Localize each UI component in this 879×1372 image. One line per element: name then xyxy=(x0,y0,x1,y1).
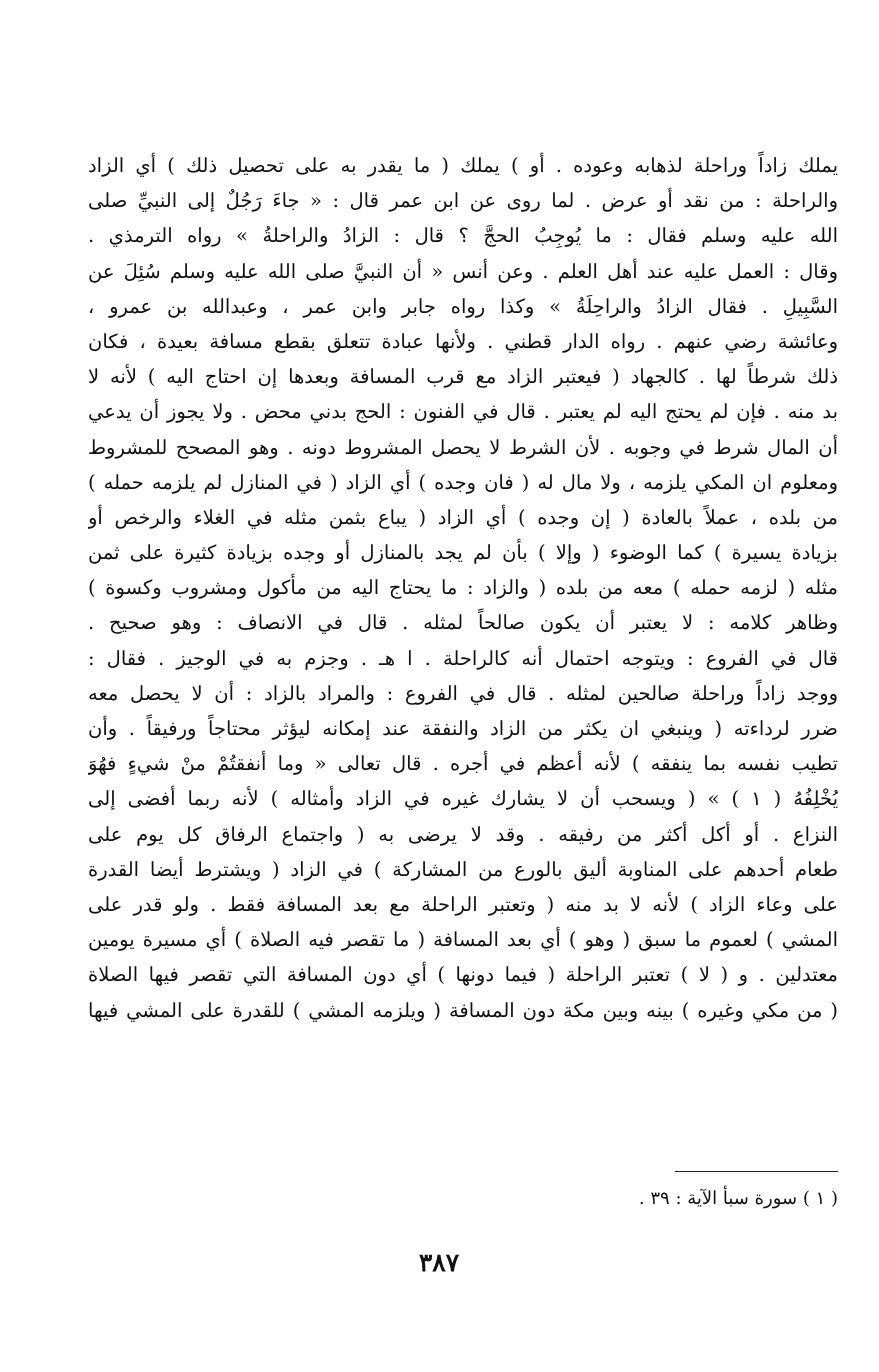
text-line: يُخْلِفُهُ ( ١ ) » ( ويسحب أن لا يشارك غيره في الزاد وأمثاله ) لأنه ربما أفضى إلى xyxy=(88,787,838,811)
text-line: والراحلة : من نقد أو عرض . لما روى عن ابن عمر قال : « جاءَ رَجُلٌ إلى النبيِّ صلى xyxy=(88,189,838,213)
text-line: يملك زاداً وراحلة لذهابه وعوده . أو ) يملك ( ما يقدر به على تحصيل ذلك ) أي الزاد xyxy=(88,154,838,177)
text-line: أن المال شرط في وجوبه . لأن الشرط لا يحصل المشروط دونه . وهو المصحح للمشروط xyxy=(88,435,838,459)
text-line: طعام أحدهم على المناوبة أليق بالورع من المشاركة ) في الزاد ( ويشترط أيضا القدرة xyxy=(88,857,838,881)
text-line: على وعاء الزاد ) لأنه لا بد منه ( وتعتبر الراحلة مع بعد المسافة فقط . ولو قدر على xyxy=(88,892,838,916)
footnote-separator xyxy=(675,1171,838,1172)
text-line: ذلك شرطاً لها . كالجهاد ( فيعتبر الزاد مع قرب المسافة وبعدها إن احتاج اليه ) لأنه لا xyxy=(88,365,838,389)
text-line: بزيادة يسيرة ) كما الوضوء ( وإلا ) بأن لم يجد بالمنازل أو وجده بزيادة كثيرة على ثمن xyxy=(88,541,838,565)
text-line: ضرر لرداءته ( وينبغي ان يكثر من الزاد والنفقة عند إمكانه ليؤثر محتاجاً ورفيقاً . وأن xyxy=(88,717,838,740)
text-line: المشي ) لعموم ما سبق ( وهو ) أي بعد المسافة ( ما تقصر فيه الصلاة ) أي مسيرة يومين xyxy=(88,928,838,952)
text-line: ووجد زاداً وراحلة صالحين لمثله . قال في الفروع : والمراد بالزاد : أن لا يحصل معه xyxy=(88,681,838,705)
text-line: الله عليه وسلم فقال : ما يُوجِبُ الحجَّ ؟ قال : الزادُ والراحلةُ » رواه الترمذي . xyxy=(88,224,838,248)
text-line: من بلده ، عملاً بالعادة ( إن وجده ) أي الزاد ( يباع بثمن مثله في الغلاء والرخص أو xyxy=(88,505,838,529)
text-line: ( من مكي وغيره ) بينه وبين مكة دون المسافة ( ويلزمه المشي ) للقدرة على المشي فيها xyxy=(88,998,838,1022)
text-line: السَّبِيلِ . فقال الزادُ والراحِلَةُ » وكذا رواه جابر وابن عمر ، وعبدالله بن عمرو ، xyxy=(88,294,838,318)
text-line: وقال : العمل عليه عند أهل العلم . وعن أنس « أن النبيَّ صلى الله عليه وسلم سُئِلَ عن xyxy=(88,259,838,283)
main-text-block xyxy=(88,148,838,1028)
text-line: وعائشة رضي عنهم . رواه الدار قطني . ولأنها عبادة تتعلق بقطع مسافة بعيدة ، فكان xyxy=(88,329,838,353)
text-line: قال في الفروع : ويتوجه احتمال أنه كالراحلة . ا هـ . وجزم به في الوجيز . فقال : xyxy=(88,646,838,670)
text-line: تطيب نفسه بما ينفقه ) لأنه أعظم في أجره . قال تعالى « وما أنفقتُمْ منْ شيءٍ فهُوَ xyxy=(88,752,838,776)
text-line: ومعلوم ان المكي يلزمه ، ولا مال له ( فان وجده ) أي الزاد ( في المنازل لم يلزمه حمله ) xyxy=(88,470,838,494)
page-number: ٣٨٧ xyxy=(418,1248,460,1277)
text-line: مثله ( لزمه حمله ) معه من بلده ( والزاد : ما يحتاج اليه من مأكول ومشروب وكسوة ) xyxy=(88,576,838,600)
text-line: النزاع . أو أكل أكثر من رفيقه . وقد لا يرضى به ( واجتماع الرفاق كل يوم على xyxy=(88,822,838,846)
text-line: معتدلين . و ( لا ) تعتبر الراحلة ( فيما دونها ) أي دون المسافة التي تقصر فيها الصلاة xyxy=(88,963,838,987)
text-line: بد منه . فإن لم يحتج اليه لم يعتبر . قال في الفنون : الحج بدني محض . ولا يجوز أن يدعي xyxy=(88,400,838,424)
footnote: ( ١ ) سورة سبأ الآية : ٣٩ . xyxy=(638,1188,838,1209)
text-line: وظاهر كلامه : لا يعتبر أن يكون صالحاً لمثله . قال في الانصاف : وهو صحيح . xyxy=(88,611,838,635)
